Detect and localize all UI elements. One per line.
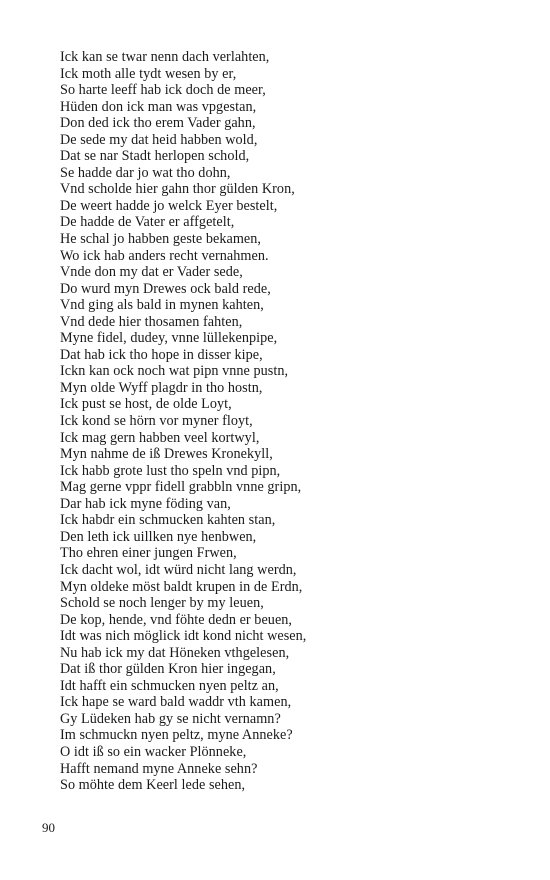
verse-line: Wo ick hab anders recht vernahmen. bbox=[60, 247, 269, 264]
verse-line: Myn nahme de iß Drewes Kronekyll, bbox=[60, 446, 273, 463]
verse-line: Ick pust se host, de olde Loyt, bbox=[60, 396, 232, 413]
verse-line: Idt hafft ein schmucken nyen peltz an, bbox=[60, 677, 279, 694]
verse-line: De hadde de Vater er affgetelt, bbox=[60, 214, 235, 231]
verse-line: O idt iß so ein wacker Plönneke, bbox=[60, 743, 247, 760]
verse-line: Ick moth alle tydt wesen by er, bbox=[60, 65, 237, 82]
verse-line: Dat se nar Stadt herlopen schold, bbox=[60, 148, 250, 165]
verse-line: Myne fidel, dudey, vnne lüllekenpipe, bbox=[60, 330, 278, 347]
verse-line: Vnd scholde hier gahn thor gülden Kron, bbox=[60, 181, 295, 198]
verse-line: Se hadde dar jo wat tho dohn, bbox=[60, 164, 231, 181]
verse-line: Ick hape se ward bald waddr vth kamen, bbox=[60, 694, 292, 711]
verse-line: Den leth ick uillken nye henbwen, bbox=[60, 528, 257, 545]
verse-line: De weert hadde jo welck Eyer bestelt, bbox=[60, 197, 278, 214]
verse-line: Ick dacht wol, idt würd nicht lang werdn, bbox=[60, 561, 297, 578]
verse-line: De sede my dat heid habben wold, bbox=[60, 131, 258, 148]
verse-line: Ick kond se hörn vor myner floyt, bbox=[60, 413, 253, 430]
verse-line: Idt was nich möglick idt kond nicht wesen, bbox=[60, 628, 307, 645]
verse-line: Ickn kan ock noch wat pipn vnne pustn, bbox=[60, 363, 289, 380]
verse-line: Vnd ging als bald in mynen kahten, bbox=[60, 297, 264, 314]
verse-line: Myn oldeke möst baldt krupen in de Erdn, bbox=[60, 578, 303, 595]
page-number: 90 bbox=[42, 820, 55, 835]
verse-line: Don ded ick tho erem Vader gahn, bbox=[60, 115, 256, 132]
verse-line: Ick habb grote lust tho speln vnd pipn, bbox=[60, 462, 281, 479]
verse-line: Myn olde Wyff plagdr in tho hostn, bbox=[60, 379, 263, 396]
verse-line: Im schmuckn nyen peltz, myne Anneke? bbox=[60, 727, 293, 744]
verse-block bbox=[60, 49, 530, 794]
verse-line: Gy Lüdeken hab gy se nicht vernamn? bbox=[60, 710, 281, 727]
verse-line: So harte leeff hab ick doch de meer, bbox=[60, 82, 266, 99]
verse-line: Mag gerne vppr fidell grabbln vnne gripn, bbox=[60, 479, 302, 496]
verse-line: Ick mag gern habben veel kortwyl, bbox=[60, 429, 260, 446]
verse-line: Tho ehren einer jungen Frwen, bbox=[60, 545, 237, 562]
verse-line: Ick kan se twar nenn dach verlahten, bbox=[60, 49, 270, 65]
verse-line: Vnde don my dat er Vader sede, bbox=[60, 264, 243, 281]
verse-line: So möhte dem Keerl lede sehen, bbox=[60, 777, 246, 794]
verse-line: De kop, hende, vnd föhte dedn er beuen, bbox=[60, 611, 293, 628]
verse-line: Dat iß thor gülden Kron hier ingegan, bbox=[60, 661, 276, 678]
verse-line: He schal jo habben geste bekamen, bbox=[60, 231, 261, 248]
verse-line: Hafft nemand myne Anneke sehn? bbox=[60, 760, 258, 777]
verse-line: Ick habdr ein schmucken kahten stan, bbox=[60, 512, 276, 529]
verse-line: Nu hab ick my dat Höneken vthgelesen, bbox=[60, 644, 290, 661]
verse-line: Dat hab ick tho hope in disser kipe, bbox=[60, 346, 263, 363]
verse-line: Vnd dede hier thosamen fahten, bbox=[60, 313, 243, 330]
verse-line: Do wurd myn Drewes ock bald rede, bbox=[60, 280, 271, 297]
verse-line: Schold se noch lenger by my leuen, bbox=[60, 595, 264, 612]
verse-line: Dar hab ick myne föding van, bbox=[60, 495, 231, 512]
verse-line: Hüden don ick man was vpgestan, bbox=[60, 98, 257, 115]
